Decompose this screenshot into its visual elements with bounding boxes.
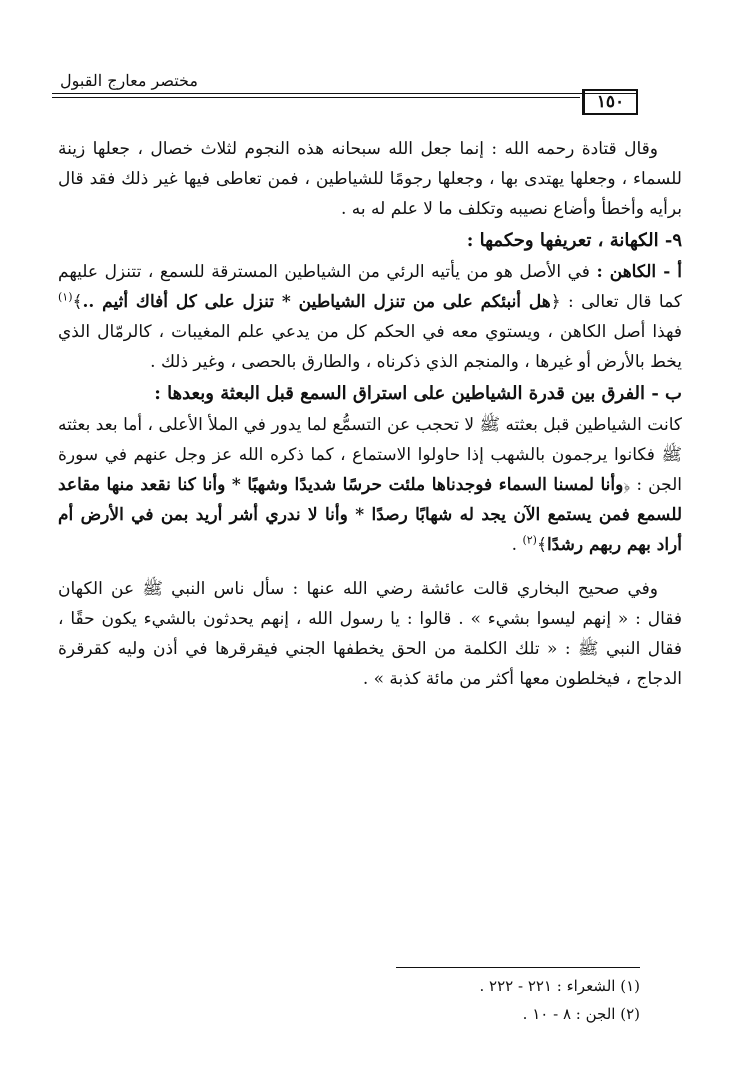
subheading-kahin: أ - الكاهن : (596, 262, 683, 282)
paragraph-bukhari (58, 574, 682, 694)
footnotes (100, 972, 640, 1028)
footnote-text: الشعراء : ٢٢١ - ٢٢٢ . (479, 977, 616, 995)
paragraph-qatada (58, 134, 682, 224)
text-span: فهذا أصل الكاهن ، ويستوي معه في الحكم كل من يدعي علم المغيبات ، كالرمّال الذي يخط بالأرض أو غيرها ، والمنجم الذي ذكرناه ، والطارق بالحصى ، وغير ذلك . (58, 322, 682, 372)
footnote-text: الجن : ٨ - ١٠ . (522, 1005, 616, 1023)
paragraph-kahin-definition (58, 257, 682, 377)
page-body (58, 134, 682, 694)
footnote-ref[interactable]: (١) (58, 290, 73, 304)
quran-verse: وأنا لمسنا السماء فوجدناها ملئت حرسًا شديدًا وشهبًا * وأنا كنا نقعد منها مقاعد للسمع فمن يستمع الآن يجد له شهابًا رصدًا * وأنا لا ندري أشر أريد بمن في الأرض أم أراد بهم ربهم رشدًا (58, 475, 682, 555)
paragraph-qatada-text: وقال قتادة رحمه الله : إنما جعل الله سبحانه هذه النجوم لثلاث خصال ، جعلها زينة للسماء ، وجعلها يهتدى بها ، وجعلها رجومًا للشياطين ، فمن تعاطى فيها غير ذلك فقد قال برأيه وأخطأ وأضاع نصيبه وتكلف ما لا علم له به . (58, 139, 682, 219)
quran-verse: هل أنبئكم على من تنزل الشياطين * تنزل على كل أفاك أثيم .. (82, 292, 551, 312)
text-span: كانت الشياطين قبل بعثته ﷺ لا تحجب عن التسمُّع لما يدور في الملأ الأعلى ، أما بعد بعثته ﷺ فكانوا يرجمون بالشهب إذا حاولوا الاستماع ، كما ذكره الله عز وجل عنهم في سورة الجن : ﴿ (58, 415, 683, 495)
text-span: . (511, 535, 523, 555)
footnote-ref[interactable]: (٢) (522, 533, 537, 547)
footnote-1 (100, 972, 640, 1000)
quran-bracket: ﴾ (72, 292, 83, 312)
section-heading-kahana: ٩- الكهانة ، تعريفها وحكمها : (466, 230, 682, 251)
quran-bracket: ﴾ (536, 535, 547, 555)
header-rule (52, 93, 638, 94)
footnote-number: (١) (620, 977, 640, 995)
footnote-number: (٢) (620, 1005, 640, 1023)
footnote-2 (100, 1000, 640, 1028)
text-span: في الأصل هو من يأتيه الرئي من الشياطين المسترقة للسمع ، تتنزل عليهم كما قال تعالى : ﴿ (58, 262, 682, 312)
page-number: ١٥٠ (582, 89, 638, 115)
section-heading-difference: ب - الفرق بين قدرة الشياطين على استراق السمع قبل البعثة وبعدها : (154, 383, 682, 404)
running-title: مختصر معارج القبول (60, 71, 198, 90)
header-rule-inner (52, 97, 580, 98)
paragraph-shayatin (58, 410, 682, 560)
footnote-rule (396, 967, 640, 968)
paragraph-bukhari-text: وفي صحيح البخاري قالت عائشة رضي الله عنها : سأل ناس النبي ﷺ عن الكهان فقال : « إنهم ليسوا بشيء » . قالوا : يا رسول الله ، إنهم يحدثون بالشيء يكون حقًا ، فقال النبي ﷺ : « تلك الكلمة من الحق يخطفها الجني فيقرقرها في أذن وليه كقرقرة الدجاج ، فيخلطون معها أكثر من مائة كذبة » . (58, 579, 682, 689)
